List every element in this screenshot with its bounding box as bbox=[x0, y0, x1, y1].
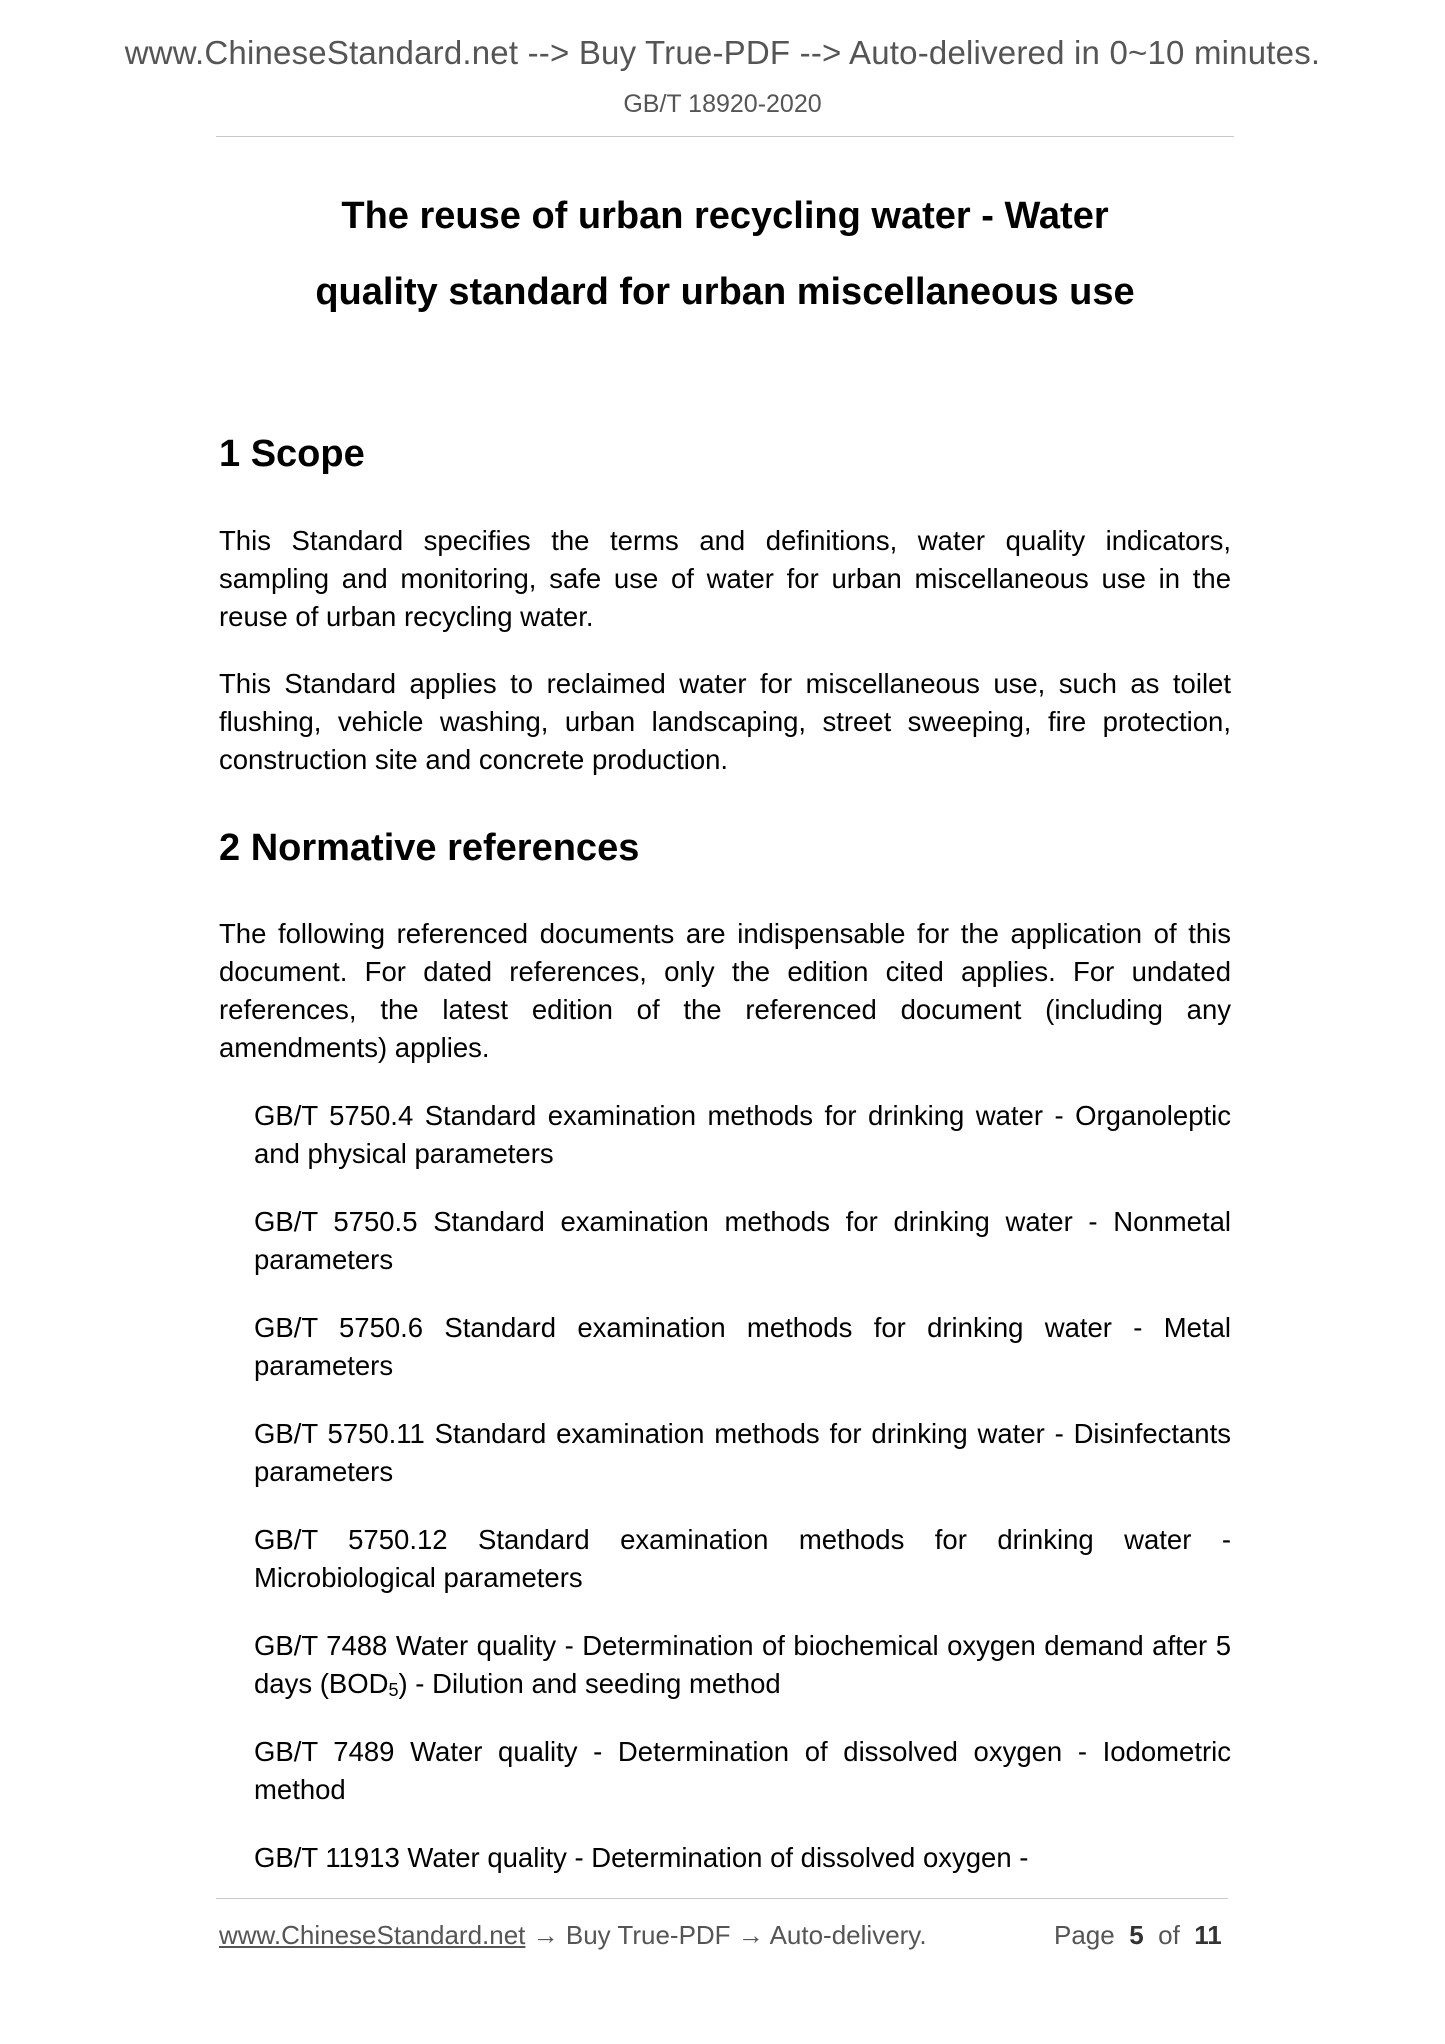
footer-divider bbox=[216, 1898, 1228, 1899]
title-line-1: The reuse of urban recycling water - Water bbox=[341, 195, 1109, 237]
footer bbox=[219, 1920, 927, 1951]
page-total: 11 bbox=[1194, 1920, 1222, 1950]
scope-paragraph-1: This Standard specifies the terms and definitions, water quality indicators, sampling and monitoring, safe use of water for urban miscellaneous use in the reuse of urban recycling water. bbox=[219, 525, 1231, 632]
section-heading-scope: 1 Scope bbox=[219, 433, 365, 475]
reference-item: GB/T 7489 Water quality - Determination of dissolved oxygen - Iodometric method bbox=[254, 1736, 1231, 1805]
reference-item: GB/T 5750.5 Standard examination methods for drinking water - Nonmetal parameters bbox=[254, 1206, 1231, 1275]
reference-item: GB/T 5750.12 Standard examination methods for drinking water - Microbiological parameters bbox=[254, 1524, 1231, 1593]
bod-subscript: 5 bbox=[388, 1680, 399, 1700]
references-intro-paragraph: The following referenced documents are indispensable for the application of this document. For dated references, only the edition cited applies. For undated references, the latest edition of the referenced document (including any amendments) applies. bbox=[219, 918, 1231, 1063]
reference-list bbox=[254, 1097, 1231, 1907]
reference-item: GB/T 5750.4 Standard examination methods for drinking water - Organoleptic and physical parameters bbox=[254, 1100, 1231, 1169]
reference-item: GB/T 5750.6 Standard examination methods for drinking water - Metal parameters bbox=[254, 1312, 1231, 1381]
reference-item bbox=[254, 1627, 1231, 1703]
page-label: Page bbox=[1054, 1920, 1115, 1950]
page-of: of bbox=[1158, 1920, 1180, 1950]
page-number bbox=[1054, 1920, 1222, 1951]
document-title bbox=[216, 178, 1234, 330]
header-divider bbox=[216, 136, 1234, 137]
footer-text: → Buy True-PDF → Auto-delivery. bbox=[525, 1920, 927, 1950]
page-current: 5 bbox=[1129, 1920, 1144, 1950]
reference-item: GB/T 11913 Water quality - Determination of dissolved oxygen - bbox=[254, 1842, 1029, 1873]
reference-text-tail: ) - Dilution and seeding method bbox=[398, 1668, 781, 1699]
footer-site-link[interactable]: www.ChineseStandard.net bbox=[219, 1920, 526, 1950]
title-line-2: quality standard for urban miscellaneous use bbox=[315, 271, 1135, 313]
top-banner: www.ChineseStandard.net --> Buy True-PDF --> Auto-delivered in 0~10 minutes. bbox=[124, 34, 1321, 71]
reference-item: GB/T 5750.11 Standard examination methods for drinking water - Disinfectants parameters bbox=[254, 1418, 1231, 1487]
section-heading-normative-references: 2 Normative references bbox=[219, 827, 640, 869]
reference-text: GB/T 7488 Water quality - Determination of biochemical oxygen demand after 5 days (BOD bbox=[254, 1630, 1231, 1699]
scope-paragraph-2: This Standard applies to reclaimed water for miscellaneous use, such as toilet flushing, vehicle washing, urban landscaping, street sweeping, fire protection, construction site and concrete production. bbox=[219, 668, 1231, 775]
standard-code: GB/T 18920-2020 bbox=[623, 90, 822, 118]
